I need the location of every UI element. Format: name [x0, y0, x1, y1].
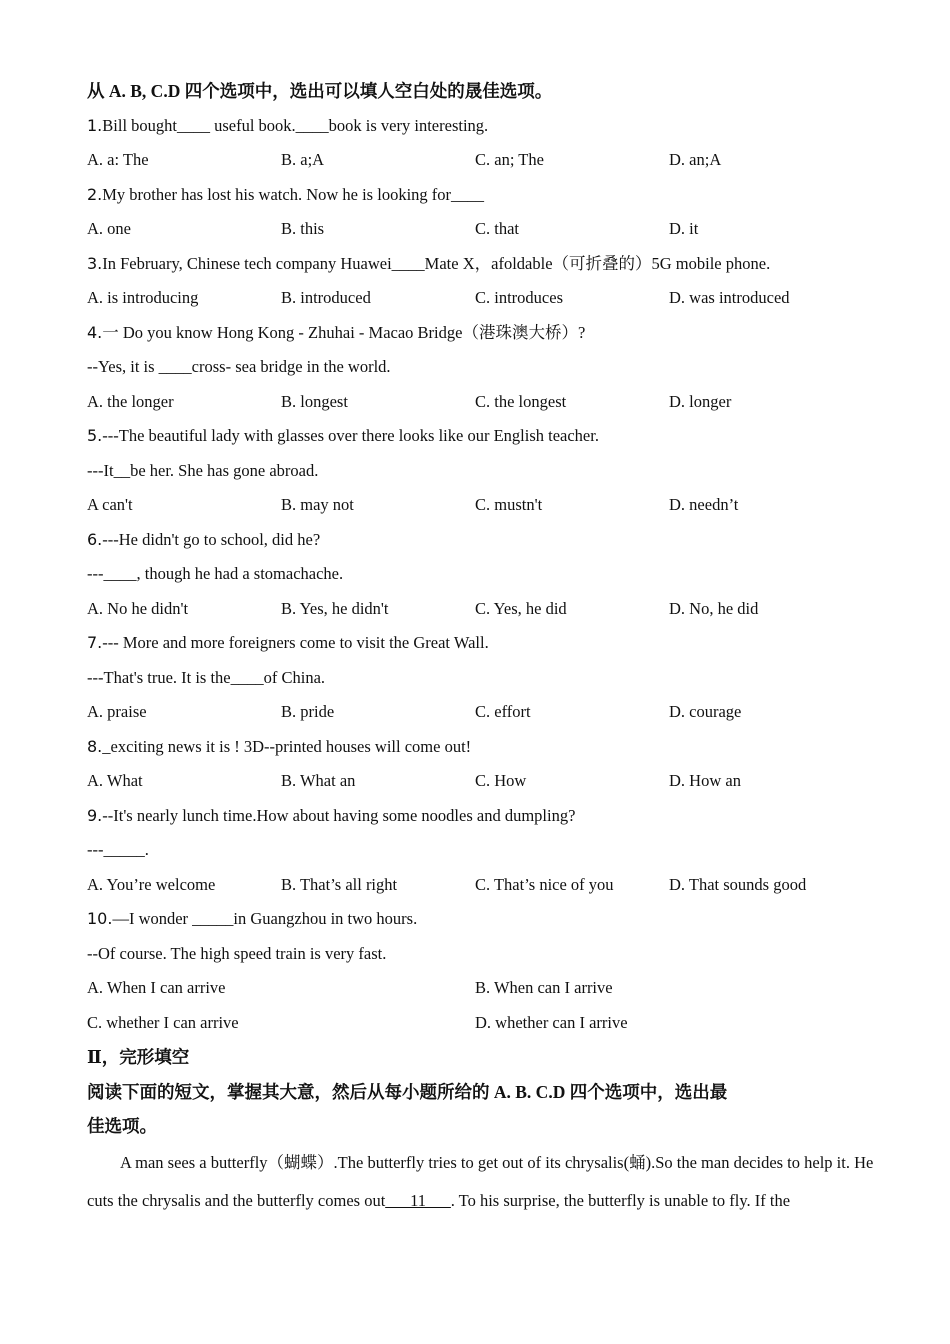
question-number: 8. [87, 736, 103, 756]
question-number: 9. [87, 805, 103, 825]
option-d: D. courage [669, 702, 742, 721]
passage-line2-before: He cuts the chrysalis and the butterfly comes out [87, 1152, 874, 1210]
section1-heading: 从 A. B, C.D 四个选项中，选出可以填人空白处的晟佳选项。 [87, 81, 553, 101]
question-4-line-1 [87, 316, 877, 351]
question-4-options [87, 385, 877, 420]
question-8-line-1 [87, 730, 877, 765]
option-d: D. was introduced [669, 288, 790, 307]
option-c: C. introduces [475, 288, 563, 307]
question-text: In February, Chinese tech company Huawei____Mate X，afoldable（可折叠的）5G mobile phone. [102, 253, 771, 273]
option-b: B. this [281, 219, 325, 238]
option-d: D. longer [669, 391, 732, 411]
option-b: B. What an [281, 771, 356, 790]
question-9-line-1 [87, 799, 877, 834]
option-a: A. praise [87, 702, 147, 721]
question-1-options [87, 143, 877, 178]
cloze-passage [87, 1144, 877, 1220]
question-6-line-1 [87, 523, 877, 558]
question-5-line-1 [87, 419, 877, 454]
section2-instruction-line2: 佳选项。 [87, 1116, 157, 1136]
question-9-options [87, 868, 877, 903]
question-7-line-1 [87, 626, 877, 661]
question-10-options [87, 1006, 877, 1041]
option-b: B. may not [281, 495, 354, 514]
question-text: ---_____. [87, 840, 149, 859]
option-b: B. Yes, he didn't [281, 598, 389, 618]
option-c: C. an; The [475, 150, 544, 169]
question-text: Bill bought____ useful book.____book is very interesting. [102, 115, 489, 135]
question-number: 1. [87, 115, 103, 135]
option-d: D. needn’t [669, 495, 739, 514]
question-10-options [87, 971, 877, 1006]
question-3-options [87, 281, 877, 316]
option-b: B. When can I arrive [475, 978, 613, 997]
question-text: ---That's true. It is the____of China. [87, 667, 326, 687]
option-d: D. No, he did [669, 598, 759, 618]
option-d: D. How an [669, 771, 741, 790]
question-6-options [87, 592, 877, 627]
question-number: 6. [87, 529, 103, 549]
option-c: C. How [475, 771, 527, 790]
option-b: B. introduced [281, 288, 371, 307]
option-b: B. longest [281, 391, 348, 411]
question-7-line-2 [87, 661, 877, 696]
option-d: D. it [669, 219, 699, 238]
question-9-line-2 [87, 833, 877, 868]
question-1-line-1 [87, 109, 877, 144]
question-text: --Of course. The high speed train is very fast. [87, 943, 387, 963]
option-c: C. the longest [475, 391, 567, 411]
question-2-line-1 [87, 178, 877, 213]
question-text: —I wonder _____in Guangzhou in two hours. [112, 909, 418, 928]
option-d: D. whether can I arrive [475, 1012, 628, 1032]
question-4-line-2 [87, 350, 877, 385]
option-a: A. the longer [87, 391, 174, 411]
option-a: A. a: The [87, 150, 149, 169]
question-number: 3. [87, 253, 103, 273]
question-list [87, 109, 877, 1041]
option-a: A. is introducing [87, 288, 199, 307]
question-2-options [87, 212, 877, 247]
question-text: ---He didn't go to school, did he? [102, 529, 321, 549]
exam-page [87, 74, 877, 1220]
option-b: B. That’s all right [281, 874, 398, 894]
question-10-line-1 [87, 902, 877, 937]
passage-line2-after: . To his surprise, the butterfly is unable to fly. If the [450, 1190, 791, 1210]
option-d: D. That sounds good [669, 874, 807, 894]
option-c: C. effort [475, 702, 531, 721]
option-c: C. mustn't [475, 495, 543, 514]
option-b: B. pride [281, 702, 335, 721]
question-number: 4. [87, 322, 103, 342]
question-number: 2. [87, 184, 103, 204]
question-text: ---The beautiful lady with glasses over there looks like our English teacher. [102, 426, 599, 445]
passage-line1: A man sees a butterfly（蝴蝶）.The butterfly tries to get out of its chrysalis(蛹).So the man decides to help it. [120, 1152, 850, 1172]
option-a: A can't [87, 495, 133, 514]
question-number: 10. [87, 909, 113, 928]
question-number: 7. [87, 633, 103, 652]
question-6-line-2 [87, 557, 877, 592]
option-b: B. a;A [281, 150, 325, 169]
option-c: C. whether I can arrive [87, 1012, 239, 1032]
option-d: D. an;A [669, 150, 722, 169]
option-a: A. one [87, 219, 131, 238]
question-text: --It's nearly lunch time.How about having some noodles and dumpling? [102, 805, 576, 825]
section2-title: Ⅱ，完形填空 [87, 1047, 190, 1067]
question-number: 5. [87, 426, 103, 445]
option-c: C. That’s nice of you [475, 874, 614, 894]
question-text: ---____, though he had a stomachache. [87, 564, 344, 583]
option-c: C. that [475, 219, 519, 238]
option-c: C. Yes, he did [475, 598, 567, 618]
question-5-line-2 [87, 454, 877, 489]
question-5-options [87, 488, 877, 523]
option-a: A. You’re welcome [87, 874, 216, 894]
section2-instruction-line1: 阅读下面的短文，掌握其大意，然后从每小题所给的 A. B. C.D 四个选项中，选出最 [87, 1081, 728, 1102]
question-8-options [87, 764, 877, 799]
question-text: _exciting news it is ! 3D--printed houses will come out! [102, 736, 472, 756]
option-a: A. When I can arrive [87, 978, 226, 997]
question-3-line-1 [87, 247, 877, 282]
question-text: --- More and more foreigners come to visit the Great Wall. [102, 633, 489, 652]
question-7-options [87, 695, 877, 730]
question-text: 一 Do you know Hong Kong - Zhuhai - Macao Bridge（港珠澳大桥）? [102, 322, 586, 342]
question-text: ---It__be her. She has gone abroad. [87, 460, 319, 480]
question-text: --Yes, it is ____cross- sea bridge in the world. [87, 357, 391, 376]
question-text: My brother has lost his watch. Now he is looking for____ [102, 184, 485, 204]
blank-11: ___11___ [385, 1190, 451, 1210]
option-a: A. What [87, 771, 143, 790]
question-10-line-2 [87, 937, 877, 972]
option-a: A. No he didn't [87, 598, 189, 618]
